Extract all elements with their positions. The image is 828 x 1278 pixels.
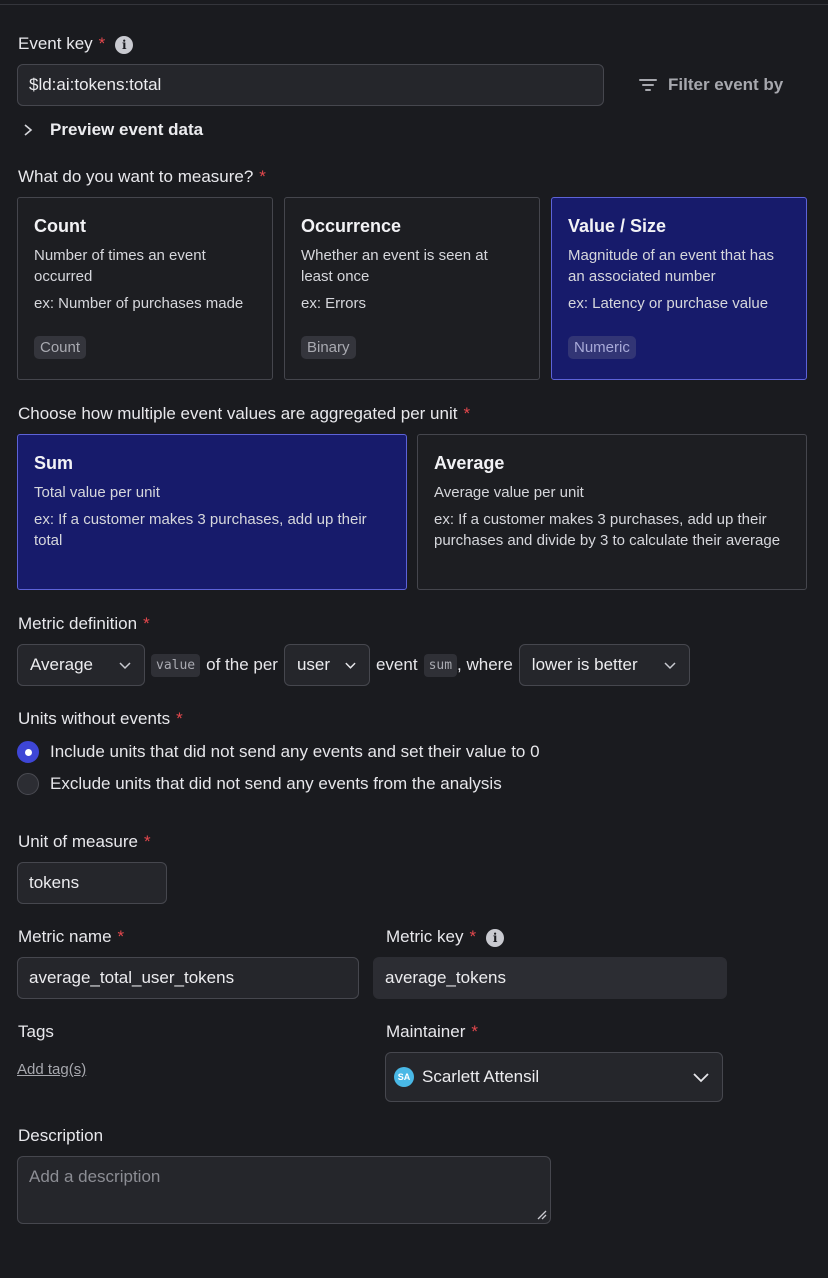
description-label: [18, 1126, 103, 1146]
description-placeholder: Add a description: [29, 1167, 161, 1186]
metric-name-label: [18, 927, 124, 947]
resize-grip-icon[interactable]: [535, 1208, 547, 1220]
card-description: Number of times an event occurred: [34, 247, 206, 285]
code-sum: sum: [424, 654, 457, 677]
tags-label-text: Tags: [18, 1022, 54, 1041]
metric-name-input[interactable]: [17, 957, 359, 999]
info-icon[interactable]: i: [486, 929, 504, 947]
preview-event-toggle[interactable]: [22, 120, 203, 140]
metric-key-value: average_tokens: [385, 968, 506, 987]
event-key-label: [18, 34, 133, 54]
required-mark: *: [469, 927, 477, 946]
unit-of-measure-value: tokens: [29, 873, 80, 892]
measure-label: [18, 167, 266, 187]
card-title: Occurrence: [301, 216, 402, 236]
code-value: value: [151, 654, 200, 677]
metric-definition-row: [17, 644, 690, 686]
card-title: Average: [434, 453, 505, 473]
radio-exclude-units[interactable]: [17, 773, 502, 795]
aggregation-label: [18, 404, 470, 424]
chevron-down-icon: [118, 660, 132, 670]
filter-event-label: Filter event by: [668, 75, 784, 94]
card-description: Total value per unit: [34, 484, 160, 501]
card-title: Value / Size: [568, 216, 667, 236]
measure-card-value-size[interactable]: [551, 197, 807, 380]
analysis-type-value: Average: [30, 655, 94, 674]
success-direction-select[interactable]: [519, 644, 690, 686]
card-title: Count: [34, 216, 86, 236]
card-example: ex: Latency or purchase value: [568, 295, 769, 312]
card-example: ex: If a customer makes 3 purchases, add up their total: [34, 511, 367, 549]
required-mark: *: [176, 709, 183, 728]
preview-event-label: Preview event data: [50, 120, 204, 139]
tags-label: [18, 1022, 54, 1042]
definition-text-event: event: [375, 655, 418, 674]
maintainer-label: [386, 1022, 478, 1042]
event-key-input[interactable]: [17, 64, 604, 106]
top-divider: [0, 0, 828, 5]
filter-lines-icon: [638, 77, 658, 93]
card-chip: Numeric: [568, 336, 636, 359]
analysis-type-select[interactable]: [17, 644, 145, 686]
info-icon[interactable]: i: [115, 36, 133, 54]
chevron-right-icon: [22, 123, 34, 137]
definition-text-of-the-per: of the per: [206, 655, 278, 674]
metric-definition-label: [18, 614, 150, 634]
aggregation-card-average[interactable]: [417, 434, 807, 590]
required-mark: *: [117, 927, 125, 946]
metric-name-label-text: Metric name: [18, 927, 112, 946]
measure-card-occurrence[interactable]: [284, 197, 540, 380]
required-mark: *: [463, 404, 471, 423]
units-without-events-label-text: Units without events: [18, 709, 171, 728]
radio-include-units[interactable]: [17, 741, 540, 763]
maintainer-value: [394, 1067, 539, 1087]
event-key-label-text: Event key: [18, 34, 93, 53]
maintainer-select[interactable]: [385, 1052, 723, 1102]
card-description: Average value per unit: [434, 484, 584, 501]
event-key-value: $ld:ai:tokens:total: [29, 75, 162, 94]
description-textarea[interactable]: [17, 1156, 551, 1224]
success-direction-value: lower is better: [531, 655, 638, 674]
measure-card-count[interactable]: [17, 197, 273, 380]
metric-definition-label-text: Metric definition: [18, 614, 138, 633]
radio-label: Include units that did not send any events and set their value to 0: [50, 742, 540, 761]
metric-key-label-text: Metric key: [386, 927, 464, 946]
maintainer-name: Scarlett Attensil: [422, 1067, 540, 1086]
radio-label: Exclude units that did not send any events from the analysis: [50, 774, 502, 793]
unit-select-value: user: [296, 655, 331, 674]
unit-select[interactable]: [284, 644, 370, 686]
unit-of-measure-input[interactable]: [17, 862, 167, 904]
metric-name-value: average_total_user_tokens: [29, 968, 235, 987]
card-description: Whether an event is seen at least once: [301, 247, 488, 285]
required-mark: *: [143, 614, 150, 633]
card-title: Sum: [34, 453, 74, 473]
units-without-events-label: [18, 709, 183, 729]
card-chip: Binary: [301, 336, 356, 359]
card-description: Magnitude of an event that has an associated number: [568, 247, 774, 285]
required-mark: *: [98, 34, 106, 53]
card-example: ex: Number of purchases made: [34, 295, 244, 312]
required-mark: *: [471, 1022, 478, 1041]
card-chip: Count: [34, 336, 86, 359]
metric-key-label: [386, 927, 504, 947]
unit-of-measure-label-text: Unit of measure: [18, 832, 138, 851]
radio-unselected-icon[interactable]: [17, 773, 39, 795]
unit-of-measure-label: [18, 832, 151, 852]
card-example: ex: Errors: [301, 295, 367, 312]
card-example: ex: If a customer makes 3 purchases, add up their purchases and divide by 3 to calculate their average: [434, 511, 781, 549]
filter-event-button[interactable]: [638, 75, 783, 95]
required-mark: *: [259, 167, 266, 186]
definition-text-where: , where: [457, 655, 513, 674]
add-tags-link[interactable]: Add tag(s): [17, 1061, 87, 1078]
chevron-down-icon: [692, 1071, 710, 1083]
description-label-text: Description: [18, 1126, 104, 1145]
avatar: SA: [394, 1067, 414, 1087]
chevron-down-icon: [344, 660, 357, 670]
maintainer-label-text: Maintainer: [386, 1022, 466, 1041]
radio-selected-icon[interactable]: [17, 741, 39, 763]
metric-key-input[interactable]: [373, 957, 727, 999]
chevron-down-icon: [663, 660, 677, 670]
aggregation-card-sum[interactable]: [17, 434, 407, 590]
aggregation-label-text: Choose how multiple event values are aggregated per unit: [18, 404, 458, 423]
measure-label-text: What do you want to measure?: [18, 167, 254, 186]
required-mark: *: [144, 832, 151, 851]
